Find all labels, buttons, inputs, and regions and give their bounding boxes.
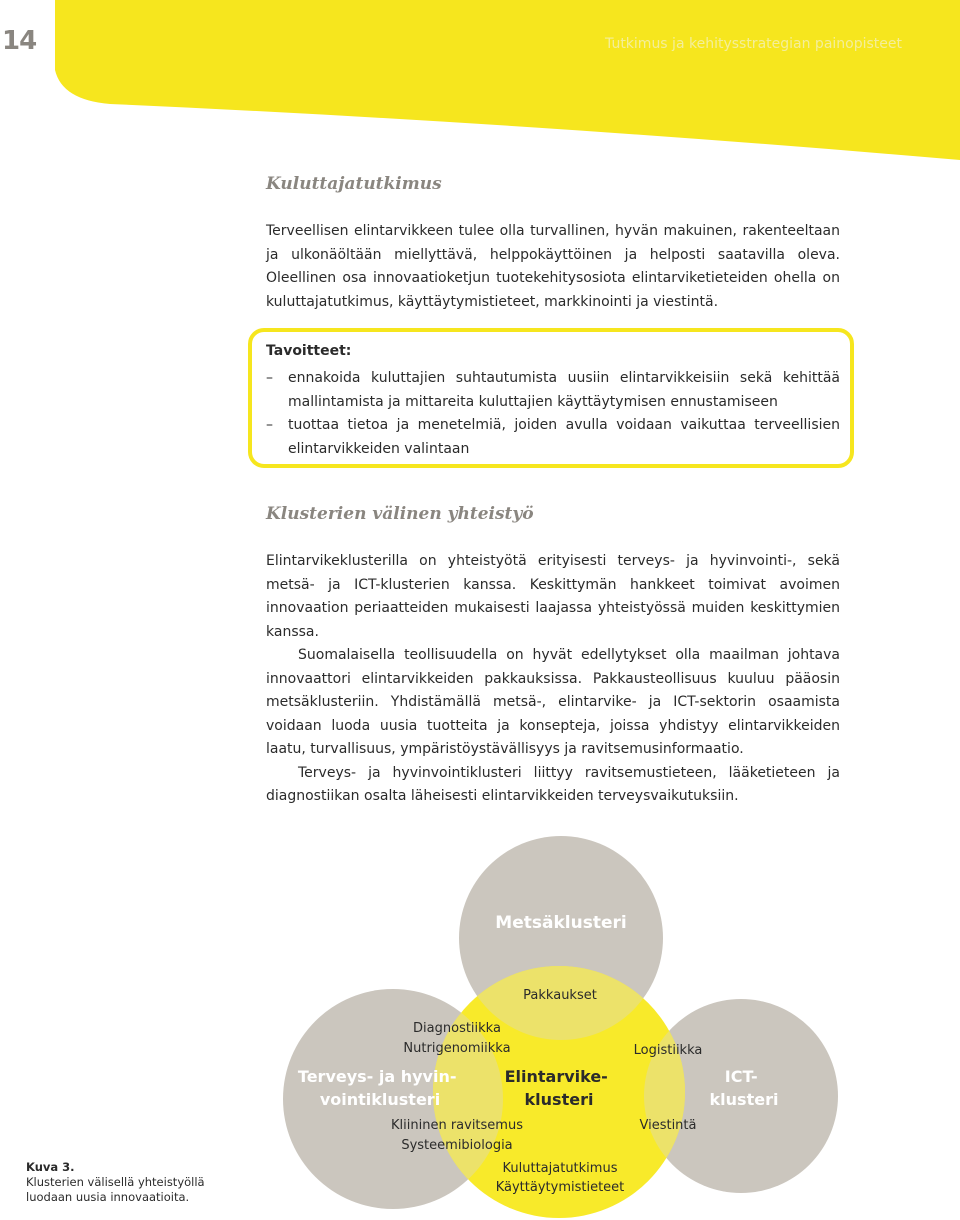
paragraph: Suomalaisella teollisuudella on hyvät edellytykset olla maailman johtava innovaattori elintarvikkeiden pakkauksissa. Pakkausteollisuus kuuluu pääosin metsäklusteriin. Yhdistämällä metsä-, elintarvike- ja ICT-sektorin osaamista voidaan luoda uusia tuotteita ja konsepteja, joissa yhdistyy elintarvikkeiden laatu, turvallisuus, ympäristöystävällisyys ja ravitsemusinformaatio. [266,647,840,757]
dash: – [266,417,273,433]
food-cluster-label-line2: klusteri [524,1090,594,1109]
goals-list [266,340,840,461]
health-cluster-label-line1: Terveys- ja hyvin- [297,1067,457,1086]
header-band [0,0,960,160]
caption-label: Kuva 3. [26,1160,75,1174]
paragraph: Elintarvikeklusterilla on yhteistyötä erityisesti terveys- ja hyvinvointi-, sekä metsä- ja ICT-klusterien kanssa. Keskittymän hankkeet toimivat avoimen innovaation periaatteiden mukaisesti laajassa yhteistyössä muiden keskittymien kanssa. [266,553,840,640]
section-cluster-cooperation [266,550,840,809]
page-number: 14 [2,26,37,56]
goal-text: ennakoida kuluttajien suhtautumista uusiin elintarvikkeisiin sekä kehittää mallintamista ja mittareita kuluttajien käyttäytymisen ennustamiseen [288,370,840,410]
goals-title: Tavoitteet: [266,343,352,359]
section-heading-cluster-cooperation: Klusterien välinen yhteistyö [266,504,534,524]
running-title: Tutkimus ja kehitysstrategian painopisteet [605,36,902,52]
overlap-label-logistics: Logistiikka [633,1043,703,1058]
health-cluster-label-line2: vointiklusteri [319,1090,441,1109]
ict-cluster-label-line2: klusteri [709,1090,779,1109]
food-cluster-label-line1: Elintarvike- [504,1067,608,1086]
overlap-label-systems-biology: Systeemibiologia [401,1138,513,1153]
overlap-label-consumer-research: Kuluttajatutkimus [502,1161,618,1176]
ict-cluster-label-line1: ICT- [724,1067,758,1086]
overlap-label-nutrigenomics: Nutrigenomiikka [403,1041,511,1056]
overlap-label-clinical-nutrition: Kliininen ravitsemus [391,1118,523,1133]
section-heading-consumer-research: Kuluttajatutkimus [266,174,442,194]
goal-text: tuottaa tietoa ja menetelmiä, joiden avulla voidaan vaikuttaa terveellisien elintarvikkeiden valintaan [288,417,840,457]
overlap-label-packaging: Pakkaukset [523,988,597,1003]
figure-caption [26,1160,206,1205]
dash: – [266,370,273,386]
overlap-label-behavioral-sciences: Käyttäytymistieteet [495,1180,625,1195]
goal-item [266,367,840,414]
paragraph: Terveellisen elintarvikkeen tulee olla turvallinen, hyvän makuinen, rakenteeltaan ja ulkonäöltään miellyttävä, helppokäyttöinen ja helposti saatavilla oleva. Oleellinen osa innovaatioketjun tuotekehitysosiota elintarviketieteiden ohella on kuluttajatutkimus, käyttäytymistieteet, markkinointi ja viestintä. [266,223,840,310]
paragraph: Terveys- ja hyvinvointiklusteri liittyy ravitsemustieteen, lääketieteen ja diagnostiikan osalta läheisesti elintarvikkeiden terveysvaikutuksiin. [266,764,840,804]
caption-text: Klusterien välisellä yhteistyöllä luodaan uusia innovaatioita. [26,1175,205,1204]
overlap-label-diagnostics: Diagnostiikka [413,1021,501,1036]
overlap-label-communication: Viestintä [639,1118,697,1133]
section-consumer-research [266,220,840,314]
goal-item [266,414,840,461]
forest-cluster-label: Metsäklusteri [495,913,627,933]
